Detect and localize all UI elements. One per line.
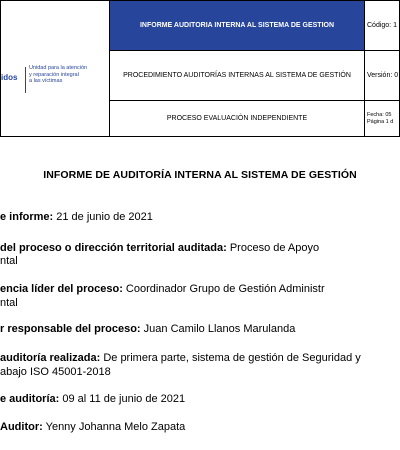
header-process: PROCESO EVALUACIÓN INDEPENDIENTE (110, 101, 365, 137)
field-audit-type-cont: abajo ISO 45001-2018 (0, 366, 111, 378)
unidad-victimas-logo (1, 59, 109, 99)
document-header-table (0, 0, 400, 137)
header-page: Página 1 d (367, 118, 394, 125)
field-process-leader-cont: ntal (0, 297, 18, 309)
field-audited-process-cont: ntal (0, 255, 18, 267)
field-audit-type: auditoría realizada: De primera parte, sistema de gestión de Seguridad y (0, 352, 361, 364)
header-code: Código: 1 (365, 1, 400, 51)
field-audited-process: del proceso o dirección territorial auditada: Proceso de Apoyo (0, 242, 320, 254)
header-date-page (365, 101, 400, 137)
logo-cell (1, 1, 110, 137)
field-report-date: e informe: 21 de junio de 2021 (0, 211, 153, 223)
field-process-responsible: r responsable del proceso: Juan Camilo Llanos Marulanda (0, 323, 296, 335)
logo-divider (25, 67, 26, 93)
header-procedure: PROCEDIMIENTO AUDITORÍAS INTERNAS AL SISTEMA DE GESTIÓN (110, 51, 365, 101)
logo-name: idos (1, 73, 18, 82)
header-date: Fecha: 05 (367, 111, 392, 118)
field-audit-dates: e auditoría: 09 al 11 de junio de 2021 (0, 393, 186, 405)
report-title: INFORME DE AUDITORÍA INTERNA AL SISTEMA DE GESTIÓN (43, 169, 357, 181)
header-report-title: INFORME AUDITORIA INTERNA AL SISTEMA DE GESTION (110, 1, 365, 51)
header-version: Versión: 0 (365, 51, 400, 101)
field-process-leader: encia líder del proceso: Coordinador Grupo de Gestión Administr (0, 283, 325, 295)
logo-tagline: Unidad para la atención y reparación integral a las víctimas (29, 65, 88, 84)
field-auditor: Auditor: Yenny Johanna Melo Zapata (0, 421, 186, 433)
